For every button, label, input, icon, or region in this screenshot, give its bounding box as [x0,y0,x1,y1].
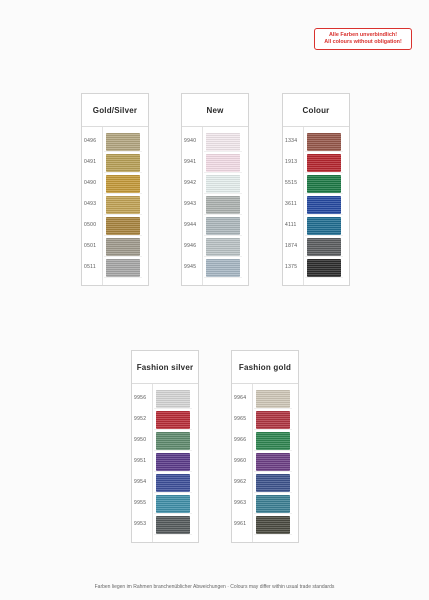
color-code: 0490 [84,180,97,186]
row-divider [154,450,192,451]
row-divider [104,193,142,194]
row-divider [104,277,142,278]
row-divider [305,172,343,173]
swatch-row [283,237,349,257]
swatch-row [82,237,148,257]
thread-swatch [106,154,140,172]
thread-swatch [206,133,240,151]
thread-swatch [307,238,341,256]
thread-swatch [206,196,240,214]
row-divider [305,151,343,152]
color-code: 9945 [184,264,197,270]
row-divider [254,471,292,472]
swatch-row [232,515,298,535]
swatch-row [82,174,148,194]
swatch-row [132,473,198,493]
swatch-row [182,237,248,257]
disclaimer-line-en: All colours without obligation! [324,39,402,45]
thread-swatch [206,154,240,172]
footer-note: Farben liegen im Rahmen branchenüblicher Abweichungen · Colours may differ within usual trade standards [94,584,335,590]
thread-swatch [256,432,290,450]
row-divider [305,256,343,257]
swatch-row [132,494,198,514]
row-divider [104,235,142,236]
thread-swatch [206,217,240,235]
thread-swatch [256,390,290,408]
swatch-row [232,473,298,493]
thread-swatch [106,175,140,193]
disclaimer-line-de: Alle Farben unverbindlich! [329,32,397,38]
row-divider [204,235,242,236]
row-divider [254,429,292,430]
color-code: 0491 [84,159,97,165]
color-code: 9943 [184,201,197,207]
row-divider [204,277,242,278]
thread-swatch [307,196,341,214]
swatch-row [82,195,148,215]
swatch-row [132,515,198,535]
swatch-row [82,132,148,152]
row-divider [104,172,142,173]
swatch-row [132,431,198,451]
row-divider [104,151,142,152]
thread-swatch [156,453,190,471]
color-code: 9966 [234,437,247,443]
color-code: 9960 [234,458,247,464]
disclaimer-box [314,28,412,50]
swatch-row [182,153,248,173]
row-divider [204,193,242,194]
color-code: 9941 [184,159,197,165]
card-title: Colour [302,105,330,115]
thread-swatch [106,196,140,214]
color-code: 0496 [84,138,97,144]
swatch-row [283,258,349,278]
thread-swatch [206,238,240,256]
swatch-row [182,195,248,215]
swatch-row [132,410,198,430]
color-code: 9953 [134,521,147,527]
color-code: 9950 [134,437,147,443]
row-divider [305,235,343,236]
row-divider [154,408,192,409]
color-code: 0493 [84,201,97,207]
row-divider [254,408,292,409]
color-code: 0500 [84,222,97,228]
color-code: 9965 [234,416,247,422]
card-title: Fashion silver [136,362,194,372]
color-code: 9944 [184,222,197,228]
thread-swatch [256,516,290,534]
thread-swatch [256,411,290,429]
row-divider [104,214,142,215]
color-code: 5515 [285,180,298,186]
swatch-row [232,431,298,451]
swatch-row [283,174,349,194]
swatch-row [82,153,148,173]
row-divider [204,151,242,152]
row-divider [254,513,292,514]
color-code: 9964 [234,395,247,401]
color-code: 1913 [285,159,298,165]
color-code: 1375 [285,264,298,270]
row-divider [154,534,192,535]
thread-swatch [106,133,140,151]
row-divider [254,492,292,493]
row-divider [204,214,242,215]
swatch-row [283,195,349,215]
color-code: 9955 [134,500,147,506]
thread-swatch [256,495,290,513]
row-divider [254,450,292,451]
row-divider [305,277,343,278]
color-code: 9940 [184,138,197,144]
color-code: 9954 [134,479,147,485]
row-divider [154,471,192,472]
swatch-row [132,452,198,472]
swatch-row [182,216,248,236]
swatch-row [182,132,248,152]
color-code: 9951 [134,458,147,464]
swatch-row [132,389,198,409]
thread-swatch [156,390,190,408]
card-new [181,93,249,286]
row-divider [204,256,242,257]
color-code: 9942 [184,180,197,186]
thread-swatch [256,453,290,471]
color-code: 1334 [285,138,298,144]
color-code: 4111 [285,222,297,228]
color-code: 9956 [134,395,147,401]
card-gold-silver [81,93,149,286]
color-code: 0511 [84,264,96,270]
row-divider [305,214,343,215]
thread-swatch [307,133,341,151]
card-fashion-gold [231,350,299,543]
swatch-row [232,389,298,409]
swatch-row [232,410,298,430]
card-fashion-silver [131,350,199,543]
swatch-row [283,216,349,236]
color-code: 9952 [134,416,147,422]
thread-swatch [156,495,190,513]
swatch-row [82,258,148,278]
row-divider [154,429,192,430]
thread-swatch [106,238,140,256]
thread-swatch [156,432,190,450]
swatch-row [232,452,298,472]
card-title: Gold/Silver [92,105,138,115]
color-code: 9961 [234,521,247,527]
thread-swatch [307,175,341,193]
card-title: New [206,105,224,115]
row-divider [154,492,192,493]
color-code: 9962 [234,479,247,485]
thread-swatch [156,516,190,534]
row-divider [254,534,292,535]
row-divider [305,193,343,194]
swatch-row [283,132,349,152]
thread-swatch [106,217,140,235]
swatch-row [232,494,298,514]
thread-swatch [307,259,341,277]
card-title: Fashion gold [238,362,292,372]
swatch-row [182,258,248,278]
color-code: 1874 [285,243,298,249]
thread-swatch [156,474,190,492]
thread-swatch [206,259,240,277]
thread-swatch [307,217,341,235]
color-code: 9946 [184,243,197,249]
thread-swatch [307,154,341,172]
swatch-row [182,174,248,194]
card-colour [282,93,350,286]
swatch-row [82,216,148,236]
color-code: 0501 [84,243,97,249]
row-divider [204,172,242,173]
thread-swatch [106,259,140,277]
color-code: 3611 [285,201,297,207]
row-divider [104,256,142,257]
swatch-row [283,153,349,173]
thread-swatch [156,411,190,429]
color-code: 9963 [234,500,247,506]
row-divider [154,513,192,514]
thread-swatch [256,474,290,492]
thread-swatch [206,175,240,193]
